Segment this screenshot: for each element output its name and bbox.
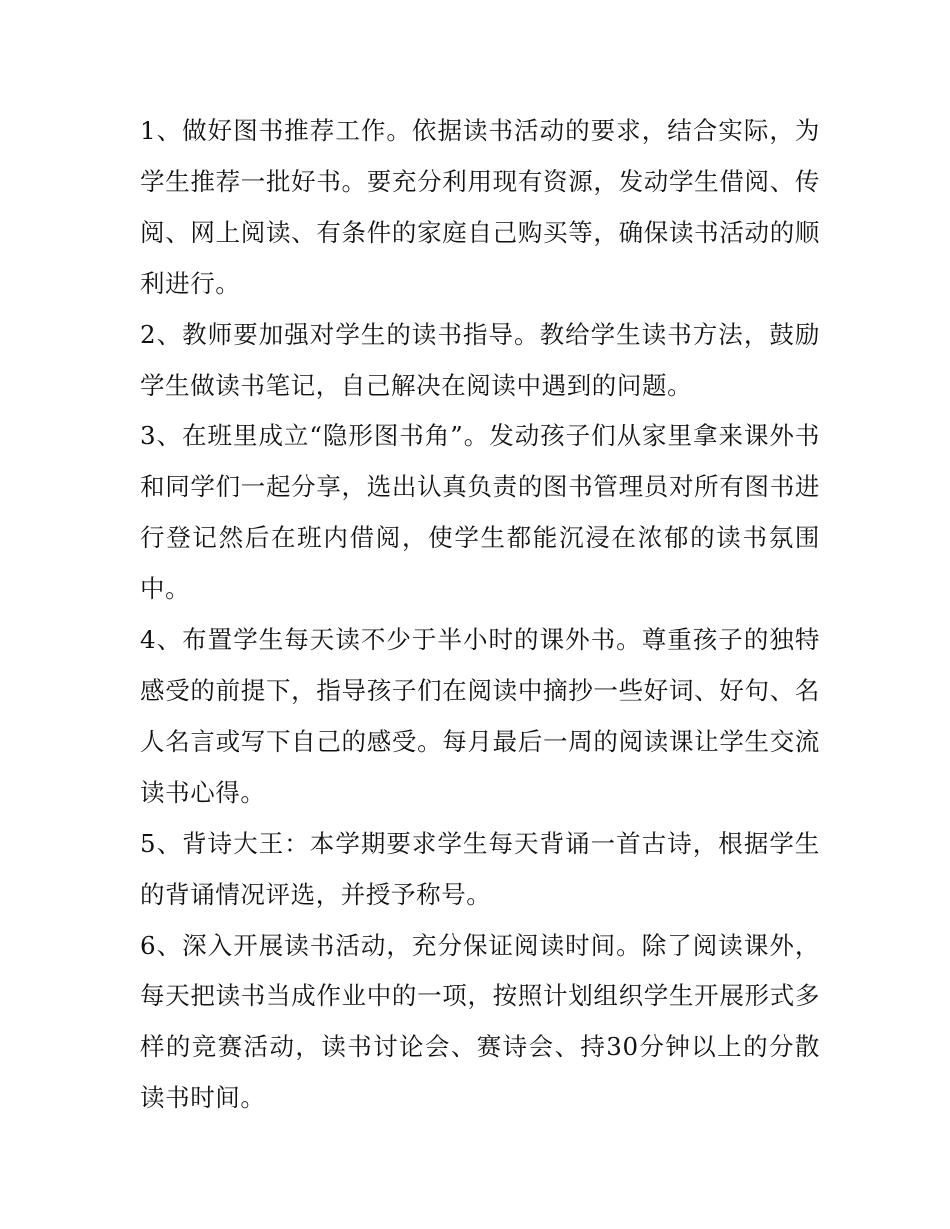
paragraph-6: 6、深入开展读书活动，充分保证阅读时间。除了阅读课外，每天把读书当成作业中的一项，按照计划组织学生开展形式多样的竞赛活动，读书讨论会、赛诗会、持30分钟以上的分散读书时间。 (140, 930, 820, 1113)
paragraph-2: 2、教师要加强对学生的读书指导。教给学生读书方法，鼓励学生做读书笔记，自己解决在阅读中遇到的问题。 (140, 319, 820, 400)
paragraph-4: 4、布置学生每天读不少于半小时的课外书。尊重孩子的独特感受的前提下，指导孩子们在阅读中摘抄一些好词、好句、名人名言或写下自己的感受。每月最后一周的阅读课让学生交流读书心得。 (140, 625, 820, 807)
document-body (140, 106, 820, 1124)
paragraph-5: 5、背诗大王：本学期要求学生每天背诵一首古诗，根据学生的背诵情况评选，并授予称号。 (140, 828, 820, 909)
paragraph-1: 1、做好图书推荐工作。依据读书活动的要求，结合实际，为学生推荐一批好书。要充分利用现有资源，发动学生借阅、传阅、网上阅读、有条件的家庭自己购买等，确保读书活动的顺利进行。 (140, 116, 820, 298)
paragraph-3: 3、在班里成立“隐形图书角”。发动孩子们从家里拿来课外书和同学们一起分享，选出认真负责的图书管理员对所有图书进行登记然后在班内借阅，使学生都能沉浸在浓郁的读书氛围中。 (140, 421, 820, 604)
